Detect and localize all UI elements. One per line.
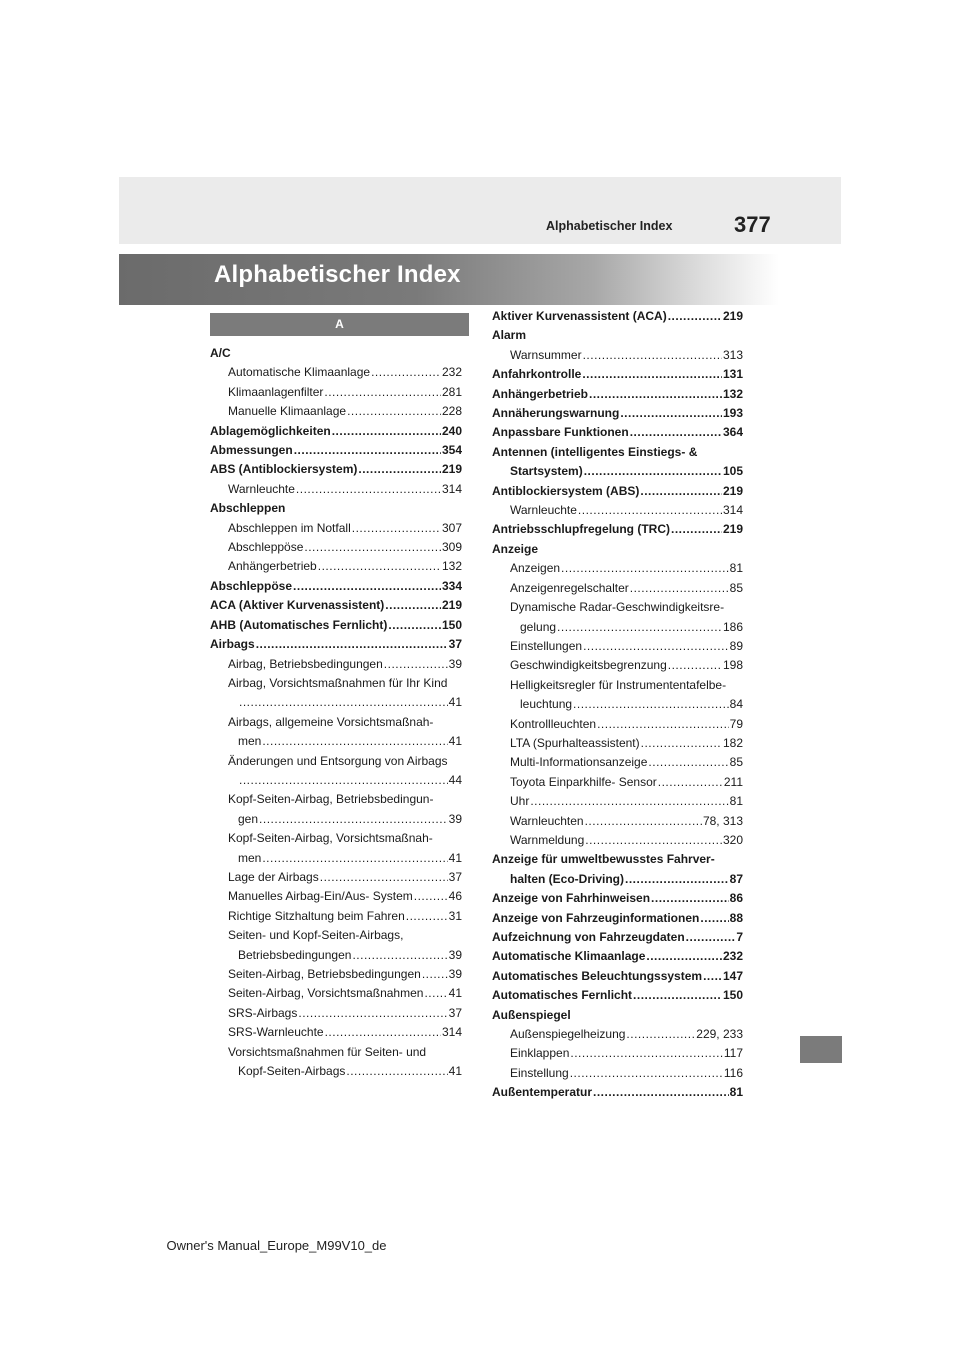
entry-page-number: 132: [441, 559, 462, 574]
entry-label: Warnleuchten: [510, 813, 584, 828]
dot-leader: [346, 1062, 447, 1081]
index-subentry-text: Dynamische Radar-Geschwindigkeitsre-: [510, 600, 725, 615]
entry-label: Warnleuchte: [510, 503, 577, 518]
index-subentry: [210, 1062, 462, 1081]
entry-label: SRS-Airbags: [228, 1005, 298, 1020]
entry-page-number: 314: [441, 481, 462, 496]
entry-page-number: 232: [441, 365, 462, 380]
entry-label: men: [238, 734, 262, 749]
index-entry: [492, 307, 743, 326]
dot-leader: [318, 557, 441, 576]
entry-page-number: 84: [729, 697, 743, 712]
entry-label: men: [238, 850, 262, 865]
entry-page-number: 31: [448, 908, 462, 923]
entry-page-number: 182: [722, 735, 743, 750]
entry-page-number: 88: [729, 910, 743, 925]
entry-label: Antriebsschlupfregelung (TRC): [492, 522, 671, 537]
entry-label: Uhr: [510, 794, 530, 809]
entry-label: Außenspiegelheizung: [510, 1027, 626, 1042]
index-subentry-text: Änderungen und Entsorgung von Airbags: [228, 753, 448, 768]
index-entry: [210, 596, 462, 615]
entry-label: Manuelle Klimaanlage: [228, 404, 347, 419]
entry-page-number: 232: [722, 949, 743, 964]
entry-label: Einklappen: [510, 1046, 570, 1061]
entry-page-number: 219: [441, 598, 462, 613]
index-subentry: [210, 868, 462, 887]
dot-leader: [561, 559, 729, 578]
index-subentry: [492, 792, 743, 811]
entry-page-number: 150: [441, 617, 462, 632]
dot-leader: [239, 693, 448, 712]
dot-leader: [648, 753, 728, 772]
index-subentry: [210, 1004, 462, 1023]
entry-page-number: 44: [448, 772, 462, 787]
entry-page-number: 86: [729, 891, 743, 906]
index-heading: Außenspiegel: [492, 1007, 571, 1022]
entry-label: Warnmeldung: [510, 832, 585, 847]
entry-page-number: 7: [736, 930, 743, 944]
footer-manual-id: Owner's Manual_Europe_M99V10_de: [166, 1238, 387, 1253]
index-subentry: [210, 480, 462, 499]
index-entry: [492, 986, 743, 1005]
entry-page-number: 39: [448, 656, 462, 671]
index-subentry: [210, 538, 462, 557]
dot-leader: [589, 385, 722, 404]
index-entry: [210, 616, 462, 635]
entry-label: Richtige Sitzhaltung beim Fahren: [228, 908, 405, 923]
entry-page-number: 37: [448, 869, 462, 884]
index-subentry: [492, 1025, 743, 1044]
index-subentry: [210, 519, 462, 538]
dot-leader: [530, 792, 728, 811]
index-subentry: [492, 656, 743, 675]
page-title: Alphabetischer Index: [214, 261, 461, 288]
chapter-side-tab: [800, 1036, 842, 1063]
entry-page-number: 309: [441, 540, 462, 555]
dot-leader: [641, 734, 722, 753]
entry-page-number: 37: [448, 1005, 462, 1020]
index-subentry: [492, 1044, 743, 1063]
entry-page-number: 193: [722, 406, 743, 421]
entry-page-number: 147: [722, 968, 743, 983]
index-subentry-text: Kopf-Seiten-Airbag, Betriebsbedingun-: [228, 792, 434, 807]
dot-leader: [352, 946, 447, 965]
index-subentry: [492, 346, 743, 365]
entry-page-number: 320: [722, 832, 743, 847]
index-subentry-text: Airbags, allgemeine Vorsichtsmaßnah-: [228, 714, 434, 729]
entry-page-number: 117: [723, 1046, 743, 1061]
entry-label: gelung: [520, 619, 557, 634]
index-subentry: [492, 831, 743, 850]
index-subentry: [210, 984, 462, 1003]
entry-page-number: 150: [722, 988, 743, 1003]
index-subentry: [210, 946, 462, 965]
dot-leader: [293, 577, 441, 596]
index-entry: [492, 947, 743, 966]
dot-leader: [324, 383, 441, 402]
header-band: [119, 177, 841, 244]
entry-page-number: 39: [448, 967, 462, 981]
entry-label: Abschleppöse: [210, 578, 293, 593]
dot-leader: [593, 1083, 729, 1102]
entry-page-number: 116: [723, 1065, 743, 1080]
index-subentry: [210, 363, 462, 382]
dot-leader: [296, 480, 441, 499]
entry-label: Einstellungen: [510, 638, 583, 653]
dot-leader: [347, 402, 441, 421]
entry-label: Geschwindigkeitsbegrenzung: [510, 658, 667, 673]
entry-page-number: 39: [448, 947, 462, 962]
entry-page-number: 79: [729, 716, 743, 731]
dot-leader: [700, 909, 728, 928]
dot-leader: [585, 831, 722, 850]
index-entry: [492, 482, 743, 501]
index-subentry: [492, 579, 743, 598]
index-entry: [210, 441, 462, 460]
index-column-left: [210, 344, 462, 1081]
entry-label: gen: [238, 811, 259, 826]
index-entry: [492, 520, 743, 539]
entry-label: Abschleppöse: [228, 540, 304, 555]
entry-label: Warnsummer: [510, 347, 582, 362]
dot-leader: [640, 482, 722, 501]
index-entry: [492, 385, 743, 404]
index-entry: [492, 928, 743, 947]
dot-leader: [585, 812, 702, 831]
dot-leader: [646, 947, 722, 966]
entry-page-number: 41: [448, 734, 462, 749]
entry-label: Seiten-Airbag, Vorsichtsmaßnahmen: [228, 986, 424, 1001]
dot-leader: [388, 616, 441, 635]
entry-label: Klimaanlagenfilter: [228, 384, 324, 399]
entry-page-number: 228: [441, 404, 462, 419]
dot-leader: [573, 695, 729, 714]
index-entry: [492, 365, 743, 384]
dot-leader: [582, 365, 722, 384]
dot-leader: [633, 986, 722, 1005]
dot-leader: [304, 538, 441, 557]
dot-leader: [259, 810, 448, 829]
index-heading: Anzeige für umweltbewusstes Fahrver-: [492, 852, 715, 867]
dot-leader: [422, 965, 448, 984]
entry-label: Anzeige von Fahrzeuginformationen: [492, 910, 700, 925]
index-subentry-text: Vorsichtsmaßnahmen für Seiten- und: [228, 1044, 427, 1059]
entry-label: Außentemperatur: [492, 1085, 593, 1100]
index-column-right: [492, 307, 743, 1103]
index-subentry: [492, 501, 743, 520]
entry-label: Anfahrkontrolle: [492, 367, 582, 382]
entry-label: Anzeigen: [510, 561, 561, 576]
entry-label: Seiten-Airbag, Betriebsbedingungen: [228, 967, 421, 981]
entry-label: Warnleuchte: [228, 481, 295, 496]
index-subentry: [492, 753, 743, 772]
entry-label: ACA (Aktiver Kurvenassistent): [210, 598, 385, 613]
entry-label: Anzeige von Fahrhinweisen: [492, 891, 651, 906]
index-subentry: [210, 849, 462, 868]
page-number: 377: [734, 212, 771, 237]
index-entry: [492, 870, 743, 889]
entry-page-number: 41: [448, 1064, 462, 1079]
dot-leader: [620, 404, 722, 423]
entry-page-number: 219: [441, 462, 462, 477]
entry-label: Kopf-Seiten-Airbags: [238, 1064, 346, 1079]
entry-label: Startsystem): [510, 464, 583, 479]
entry-page-number: 313: [722, 347, 743, 362]
entry-label: Anhängerbetrieb: [228, 559, 317, 574]
entry-page-number: 89: [729, 638, 743, 653]
entry-label: halten (Eco-Driving): [510, 871, 625, 886]
entry-page-number: 78, 313: [702, 813, 743, 828]
dot-leader: [294, 441, 441, 460]
dot-leader: [262, 849, 447, 868]
index-subentry: [210, 810, 462, 829]
index-subentry: [210, 965, 462, 984]
dot-leader: [352, 519, 441, 538]
entry-page-number: 229, 233: [696, 1027, 743, 1042]
index-subentry: [492, 715, 743, 734]
entry-label: Multi-Informationsanzeige: [510, 755, 648, 770]
index-subentry-text: Kopf-Seiten-Airbag, Vorsichtsmaßnah-: [228, 831, 433, 846]
index-entry: [492, 423, 743, 442]
entry-page-number: 219: [722, 483, 743, 498]
index-subentry: [492, 559, 743, 578]
entry-page-number: 41: [448, 850, 462, 865]
index-entry: [210, 635, 462, 654]
dot-leader: [597, 715, 729, 734]
entry-page-number: 314: [441, 1025, 462, 1040]
entry-page-number: 219: [722, 309, 743, 323]
dot-leader: [256, 635, 448, 654]
index-entry: [210, 460, 462, 479]
index-entry: [492, 967, 743, 986]
index-subentry: [492, 637, 743, 656]
entry-page-number: 131: [722, 367, 743, 382]
dot-leader: [668, 307, 722, 326]
index-subentry: [492, 1064, 743, 1083]
dot-leader: [584, 462, 722, 481]
entry-label: LTA (Spurhalteassistent): [510, 735, 640, 750]
section-letter-bar: A: [210, 313, 469, 336]
dot-leader: [703, 967, 722, 986]
dot-leader: [414, 887, 448, 906]
entry-page-number: 81: [729, 794, 743, 809]
entry-label: Anzeigenregelschalter: [510, 580, 629, 595]
index-subentry: [492, 773, 743, 792]
index-subentry: [492, 695, 743, 714]
entry-label: Toyota Einparkhilfe- Sensor: [510, 774, 657, 789]
dot-leader: [320, 868, 448, 887]
entry-label: Annäherungswarnung: [492, 406, 620, 421]
index-entry: [210, 577, 462, 596]
dot-leader: [626, 1025, 695, 1044]
entry-label: Aufzeichnung von Fahrzeugdaten: [492, 930, 685, 944]
dot-leader: [557, 618, 722, 637]
dot-leader: [570, 1044, 722, 1063]
index-entry: [492, 1083, 743, 1102]
index-subentry: [210, 732, 462, 751]
index-heading: A/C: [210, 346, 231, 360]
entry-page-number: 85: [729, 755, 743, 770]
index-subentry: [210, 1023, 462, 1042]
entry-label: Abschleppen im Notfall: [228, 520, 351, 535]
dot-leader: [651, 889, 729, 908]
index-subentry: [210, 402, 462, 421]
dot-leader: [385, 596, 441, 615]
index-heading: Antennen (intelligentes Einstiegs- &: [492, 444, 698, 459]
entry-label: Airbag, Betriebsbedingungen: [228, 656, 383, 671]
entry-label: Aktiver Kurvenassistent (ACA): [492, 309, 667, 323]
dot-leader: [583, 346, 722, 365]
dot-leader: [630, 423, 722, 442]
dot-leader: [578, 501, 722, 520]
entry-page-number: 364: [722, 425, 743, 440]
entry-page-number: 211: [723, 774, 743, 789]
entry-page-number: 81: [729, 1085, 743, 1100]
entry-label: ABS (Antiblockiersystem): [210, 462, 358, 477]
dot-leader: [686, 928, 736, 947]
dot-leader: [358, 460, 441, 479]
index-entry: [492, 462, 743, 481]
index-subentry: [210, 557, 462, 576]
entry-label: Anpassbare Funktionen: [492, 425, 629, 440]
entry-page-number: 41: [448, 695, 462, 710]
entry-label: SRS-Warnleuchte: [228, 1025, 324, 1040]
entry-page-number: 37: [448, 637, 462, 652]
dot-leader: [371, 363, 441, 382]
header-section-label: Alphabetischer Index: [546, 219, 673, 233]
dot-leader: [262, 732, 447, 751]
entry-label: Airbags: [210, 637, 255, 652]
index-subentry: [210, 693, 462, 712]
index-subentry-text: Seiten- und Kopf-Seiten-Airbags,: [228, 928, 404, 943]
entry-label: Antiblockiersystem (ABS): [492, 483, 640, 498]
entry-page-number: 219: [722, 522, 743, 537]
entry-page-number: 105: [722, 464, 743, 479]
entry-label: Automatisches Beleuchtungssystem: [492, 968, 703, 983]
entry-page-number: 198: [722, 658, 743, 673]
entry-page-number: 46: [448, 889, 462, 904]
index-heading: Alarm: [492, 328, 527, 343]
index-entry: [492, 909, 743, 928]
entry-page-number: 334: [441, 578, 462, 593]
index-subentry: [492, 734, 743, 753]
index-entry: [210, 422, 462, 441]
index-heading: Anzeige: [492, 541, 539, 556]
index-heading: Abschleppen: [210, 501, 286, 516]
entry-page-number: 314: [722, 503, 743, 518]
entry-page-number: 240: [441, 423, 462, 438]
dot-leader: [625, 870, 729, 889]
index-subentry: [210, 771, 462, 790]
index-subentry: [210, 383, 462, 402]
dot-leader: [384, 655, 448, 674]
entry-page-number: 186: [722, 619, 743, 634]
dot-leader: [406, 907, 448, 926]
entry-page-number: 81: [729, 561, 743, 576]
index-subentry: [210, 887, 462, 906]
index-subentry: [210, 655, 462, 674]
entry-label: Lage der Airbags: [228, 869, 319, 884]
entry-page-number: 354: [441, 443, 462, 458]
entry-label: Automatisches Fernlicht: [492, 988, 633, 1003]
dot-leader: [298, 1004, 447, 1023]
dot-leader: [239, 771, 448, 790]
entry-page-number: 39: [448, 811, 462, 826]
entry-label: Abmessungen: [210, 443, 293, 458]
entry-page-number: 87: [729, 871, 743, 886]
index-subentry: [492, 618, 743, 637]
entry-page-number: 281: [441, 384, 462, 399]
entry-page-number: 307: [441, 520, 462, 535]
index-subentry-text: Airbag, Vorsichtsmaßnahmen für Ihr Kind: [228, 675, 448, 690]
dot-leader: [583, 637, 729, 656]
dot-leader: [630, 579, 729, 598]
entry-label: Anhängerbetrieb: [492, 386, 589, 401]
entry-label: Automatische Klimaanlage: [228, 365, 371, 380]
entry-label: Manuelles Airbag-Ein/Aus- System: [228, 889, 413, 904]
index-subentry-text: Helligkeitsregler für Instrumententafelbe-: [510, 677, 727, 692]
dot-leader: [671, 520, 722, 539]
index-entry: [492, 404, 743, 423]
entry-label: Betriebsbedingungen: [238, 947, 352, 962]
dot-leader: [325, 1023, 441, 1042]
dot-leader: [570, 1064, 723, 1083]
dot-leader: [424, 984, 447, 1003]
dot-leader: [658, 773, 723, 792]
entry-label: leuchtung: [520, 697, 573, 712]
entry-page-number: 132: [722, 386, 743, 401]
entry-page-number: 41: [448, 986, 462, 1001]
dot-leader: [332, 422, 441, 441]
index-subentry: [492, 812, 743, 831]
dot-leader: [668, 656, 722, 675]
entry-label: Einstellung: [510, 1065, 569, 1080]
entry-label: AHB (Automatisches Fernlicht): [210, 617, 388, 632]
index-subentry: [210, 907, 462, 926]
entry-page-number: 85: [729, 580, 743, 595]
index-entry: [492, 889, 743, 908]
entry-label: Automatische Klimaanlage: [492, 949, 646, 964]
entry-label: Kontrollleuchten: [510, 716, 597, 731]
entry-label: Ablagemöglichkeiten: [210, 423, 331, 438]
